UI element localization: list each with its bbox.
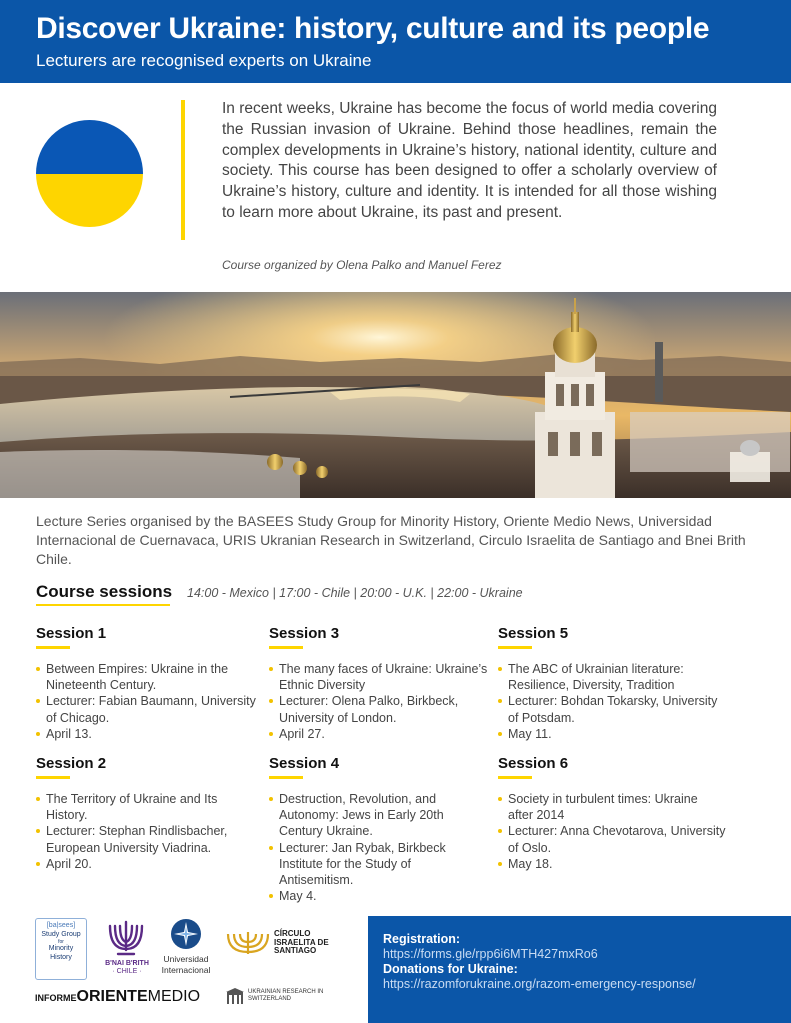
session-date: April 27. [269,726,497,742]
page-subtitle: Lecturers are recognised experts on Ukraine [36,51,372,70]
compass-star-icon [170,918,202,950]
session-3 [269,625,497,742]
session-lecturer: Lecturer: Fabian Baumann, University of Chicago. [36,693,264,725]
registration-link[interactable]: https://forms.gle/rpp6i6MTH427mxRo6 [383,947,598,961]
session-title: Session 3 [269,625,340,642]
session-topic: The ABC of Ukrainian literature: Resilience, Diversity, Tradition [498,661,726,693]
session-topic: The many faces of Ukraine: Ukraine’s Ethnic Diversity [269,661,497,693]
uris-building-icon [226,988,244,1004]
session-date: May 4. [269,888,497,904]
partner-logos [30,914,360,1014]
circulo-emblem-icon [226,930,270,956]
registration-label: Registration: [383,932,461,946]
session-title: Session 6 [498,755,569,772]
basees-logo: [ba|sees] Study Group for Minority History [35,918,87,980]
session-2 [36,755,264,872]
registration-panel [368,916,791,1023]
session-times: 14:00 - Mexico | 17:00 - Chile | 20:00 - U.K. | 22:00 - Ukraine [187,586,523,600]
donations-link[interactable]: https://razomforukraine.org/razom-emergency-response/ [383,977,696,991]
uris-logo-text: UKRAINIAN RESEARCH IN SWITZERLAND [248,989,324,1002]
session-6 [498,755,726,872]
sessions-heading-underline [36,604,170,606]
session-1 [36,625,264,742]
session-4 [269,755,497,904]
session-title: Session 4 [269,755,340,772]
session-date: April 13. [36,726,264,742]
session-title-underline [498,646,532,649]
session-title-underline [36,776,70,779]
session-date: April 20. [36,856,264,872]
session-lecturer: Lecturer: Bohdan Tokarsky, University of Potsdam. [498,693,726,725]
session-title: Session 5 [498,625,569,642]
bnai-brith-logo-text: B'NAI B'RITH · CHILE · [105,960,149,975]
session-lecturer: Lecturer: Anna Chevotarova, University of Oslo. [498,823,726,855]
course-organizers: Course organized by Olena Palko and Manuel Ferez [222,258,502,272]
sessions-heading: Course sessions [36,582,173,601]
session-title-underline [36,646,70,649]
session-title: Session 1 [36,625,107,642]
universidad-logo-text: Universidad Internacional [161,954,211,975]
session-title: Session 2 [36,755,107,772]
session-lecturer: Lecturer: Stephan Rindlisbacher, European University Viadrina. [36,823,264,855]
lecture-series-text: Lecture Series organised by the BASEES Study Group for Minority History, Oriente Medio News, Universidad Internacional de Cuernavaca, URIS Ukranian Research in Switzerland, Circulo Israelita de Santiago and Bnei Brith Chile. [36,513,746,567]
circulo-logo-text: CÍRCULO ISRAELITA DE SANTIAGO [274,929,329,955]
session-topic: Society in turbulent times: Ukraine after 2014 [498,791,726,823]
header-banner [0,0,791,83]
session-title-underline [269,646,303,649]
session-date: May 11. [498,726,726,742]
kyiv-panorama-image [0,292,791,498]
ukraine-flag-icon [36,120,143,227]
menorah-icon [106,918,146,958]
session-title-underline [498,776,532,779]
oriente-medio-logo: INFORMEORIENTEMEDIO [35,988,201,1005]
session-lecturer: Lecturer: Olena Palko, Birkbeck, University of London. [269,693,497,725]
session-lecturer: Lecturer: Jan Rybak, Birkbeck Institute for the Study of Antisemitism. [269,840,469,889]
page-title: Discover Ukraine: history, culture and its people [36,12,710,45]
session-5 [498,625,726,742]
divider-bar [181,100,185,240]
session-topic: Between Empires: Ukraine in the Nineteenth Century. [36,661,264,693]
session-topic: The Territory of Ukraine and Its History. [36,791,226,823]
session-topic: Destruction, Revolution, and Autonomy: Jews in Early 20th Century Ukraine. [269,791,469,840]
session-date: May 18. [498,856,726,872]
session-title-underline [269,776,303,779]
donations-label: Donations for Ukraine: [383,962,518,976]
intro-paragraph: In recent weeks, Ukraine has become the focus of world media covering the Russian invasion of Ukraine. Behind those headlines, remain the complex developments in Ukraine’s history, national identity, culture and society. This course has been designed to offer a scholarly overview of Ukraine’s history, culture and identity. It is intended for all those wishing to learn more about Ukraine, its past and present. [222,100,717,221]
